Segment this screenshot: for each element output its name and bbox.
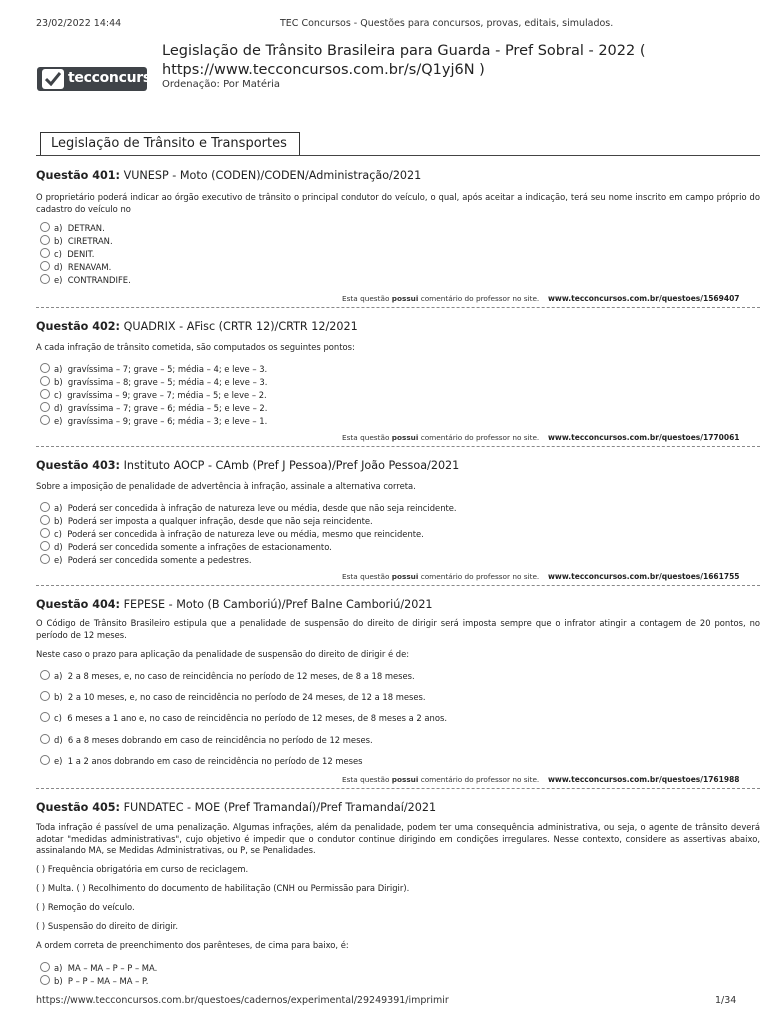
option-d[interactable]: d) RENAVAM.	[40, 261, 111, 272]
assertion-4: ( ) Suspensão do direito de dirigir.	[36, 921, 178, 931]
comment-note: Esta questão possui comentário do professor no site.	[342, 433, 540, 442]
question-header	[36, 459, 459, 472]
check-icon	[42, 69, 64, 89]
question-statement: Neste caso o prazo para aplicação da penalidade de suspensão do direito de dirigir é de:	[36, 649, 410, 659]
option-a[interactable]: a) gravíssima – 7; grave – 5; média – 4; e leve – 3.	[40, 363, 267, 374]
question-number: Questão 405:	[36, 801, 121, 814]
option-b[interactable]: b) Poderá ser imposta a qualquer infração, desde que não seja reincidente.	[40, 515, 373, 526]
question-number: Questão 402:	[36, 320, 121, 333]
radio-button[interactable]	[40, 975, 50, 985]
question-link[interactable]: www.tecconcursos.com.br/questoes/1761988	[548, 775, 740, 784]
question-source: VUNESP - Moto (CODEN)/CODEN/Administração/2021	[123, 169, 422, 182]
option-a[interactable]: a) DETRAN.	[40, 222, 105, 233]
option-d[interactable]: d) gravíssima – 7; grave – 6; média – 5; e leve – 2.	[40, 402, 267, 413]
question-divider	[36, 307, 760, 308]
option-d[interactable]: d) Poderá ser concedida somente a infrações de estacionamento.	[40, 541, 332, 552]
comment-note: Esta questão possui comentário do professor no site.	[342, 572, 540, 581]
radio-button[interactable]	[40, 235, 50, 245]
question-link[interactable]: www.tecconcursos.com.br/questoes/1661755	[548, 572, 740, 581]
page-number: 1/34	[715, 995, 737, 1006]
ordering-label: Ordenação: Por Matéria	[162, 79, 280, 90]
question-number: Questão 401:	[36, 169, 121, 182]
question-statement: O proprietário poderá indicar ao órgão executivo de trânsito o principal condutor do veículo, o qual, após aceitar a indicação, terá seu nome inscrito em campo próprio do cadastro do veículo no	[36, 192, 760, 214]
radio-button[interactable]	[40, 670, 50, 680]
question-header	[36, 598, 433, 611]
question-header	[36, 169, 421, 182]
radio-button[interactable]	[40, 691, 50, 701]
option-e[interactable]: e) CONTRANDIFE.	[40, 274, 131, 285]
question-statement: Toda infração é passível de uma penalização. Algumas infrações, além da penalidade, podem ter uma consequência administrativa, ou seja, o agente de trânsito deverá adotar "medidas administrativas", cujo objetivo é impedir que o condutor continue dirigindo em condições irregulares. Nesse contexto, considere as assertivas abaixo, assinalando MA, se Medidas Administrativas, ou P, se Penalidades.	[36, 822, 760, 855]
document-title: Legislação de Trânsito Brasileira para Guarda - Pref Sobral - 2022 ( https://www.tecconcursos.com.br/s/Q1yj6N )	[162, 43, 646, 78]
section-heading: Legislação de Trânsito e Transportes	[40, 132, 300, 155]
question-link[interactable]: www.tecconcursos.com.br/questoes/1770061	[548, 433, 740, 442]
radio-button[interactable]	[40, 502, 50, 512]
option-c[interactable]: c) Poderá ser concedida à infração de natureza leve ou média, mesmo que reincidente.	[40, 528, 424, 539]
option-a[interactable]: a) MA – MA – P – P – MA.	[40, 962, 157, 973]
question-number: Questão 403:	[36, 459, 121, 472]
radio-button[interactable]	[40, 515, 50, 525]
option-e[interactable]: e) Poderá ser concedida somente a pedestres.	[40, 554, 252, 565]
option-c[interactable]: c) gravíssima – 9; grave – 7; média – 5; e leve – 2.	[40, 389, 267, 400]
option-e[interactable]: e) gravíssima – 9; grave – 6; média – 3; e leve – 1.	[40, 415, 267, 426]
print-footer-url: https://www.tecconcursos.com.br/questoes/cadernos/experimental/29249391/imprimir	[36, 995, 449, 1006]
radio-button[interactable]	[40, 528, 50, 538]
print-page-title: TEC Concursos - Questões para concursos, provas, editais, simulados.	[280, 18, 614, 29]
option-b[interactable]: b) CIRETRAN.	[40, 235, 113, 246]
question-statement: O Código de Trânsito Brasileiro estipula que a penalidade de suspensão do direito de dirigir será imposta sempre que o infrator atingir a contagem de 20 pontos, no período de 12 meses.	[36, 618, 760, 640]
radio-button[interactable]	[40, 376, 50, 386]
radio-button[interactable]	[40, 962, 50, 972]
tecconcursos-logo	[37, 67, 169, 91]
section-divider	[36, 155, 760, 156]
option-c[interactable]: c) 6 meses a 1 ano e, no caso de reincidência no período de 12 meses, de 8 meses a 2 anos.	[40, 712, 447, 723]
radio-button[interactable]	[40, 415, 50, 425]
radio-button[interactable]	[40, 363, 50, 373]
option-d[interactable]: d) 6 a 8 meses dobrando em caso de reincidência no período de 12 meses.	[40, 734, 373, 745]
radio-button[interactable]	[40, 712, 50, 722]
radio-button[interactable]	[40, 274, 50, 284]
assertion-3: ( ) Remoção do veículo.	[36, 902, 135, 912]
radio-button[interactable]	[40, 541, 50, 551]
question-number: Questão 404:	[36, 598, 121, 611]
radio-button[interactable]	[40, 554, 50, 564]
radio-button[interactable]	[40, 222, 50, 232]
option-b[interactable]: b) 2 a 10 meses, e, no caso de reincidência no período de 24 meses, de 12 a 18 meses.	[40, 691, 426, 702]
radio-button[interactable]	[40, 389, 50, 399]
radio-button[interactable]	[40, 402, 50, 412]
radio-button[interactable]	[40, 261, 50, 271]
question-divider	[36, 446, 760, 447]
question-statement: A cada infração de trânsito cometida, são computados os seguintes pontos:	[36, 342, 355, 352]
question-source: FUNDATEC - MOE (Pref Tramandaí)/Pref Tramandaí/2021	[123, 801, 437, 814]
assertion-2: ( ) Multa. ( ) Recolhimento do documento de habilitação (CNH ou Permissão para Dirigir).	[36, 883, 410, 893]
assertion-1: ( ) Frequência obrigatória em curso de reciclagem.	[36, 864, 249, 874]
option-a[interactable]: a) Poderá ser concedida à infração de natureza leve ou média, desde que não seja reincidente.	[40, 502, 457, 513]
question-divider	[36, 788, 760, 789]
logo-text: tecconcursos	[68, 70, 169, 86]
comment-note: Esta questão possui comentário do professor no site.	[342, 775, 540, 784]
comment-note: Esta questão possui comentário do professor no site.	[342, 294, 540, 303]
option-b[interactable]: b) P – P – MA – MA – P.	[40, 975, 148, 986]
question-header	[36, 320, 358, 333]
question-header	[36, 801, 436, 814]
option-a[interactable]: a) 2 a 8 meses, e, no caso de reincidência no período de 12 meses, de 8 a 18 meses.	[40, 670, 415, 681]
radio-button[interactable]	[40, 248, 50, 258]
question-divider	[36, 585, 760, 586]
radio-button[interactable]	[40, 755, 50, 765]
question-source: Instituto AOCP - CAmb (Pref J Pessoa)/Pref João Pessoa/2021	[123, 459, 460, 472]
question-statement: Sobre a imposição de penalidade de advertência à infração, assinale a alternativa correta.	[36, 481, 416, 491]
question-source: QUADRIX - AFisc (CRTR 12)/CRTR 12/2021	[123, 320, 358, 333]
option-c[interactable]: c) DENIT.	[40, 248, 94, 259]
option-e[interactable]: e) 1 a 2 anos dobrando em caso de reincidência no período de 12 meses	[40, 755, 363, 766]
question-prompt: A ordem correta de preenchimento dos parênteses, de cima para baixo, é:	[36, 940, 349, 950]
radio-button[interactable]	[40, 734, 50, 744]
question-source: FEPESE - Moto (B Camboriú)/Pref Balne Camboriú/2021	[123, 598, 433, 611]
question-link[interactable]: www.tecconcursos.com.br/questoes/1569407	[548, 294, 740, 303]
option-b[interactable]: b) gravíssima – 8; grave – 5; média – 4; e leve – 3.	[40, 376, 267, 387]
print-datetime: 23/02/2022 14:44	[36, 18, 122, 29]
